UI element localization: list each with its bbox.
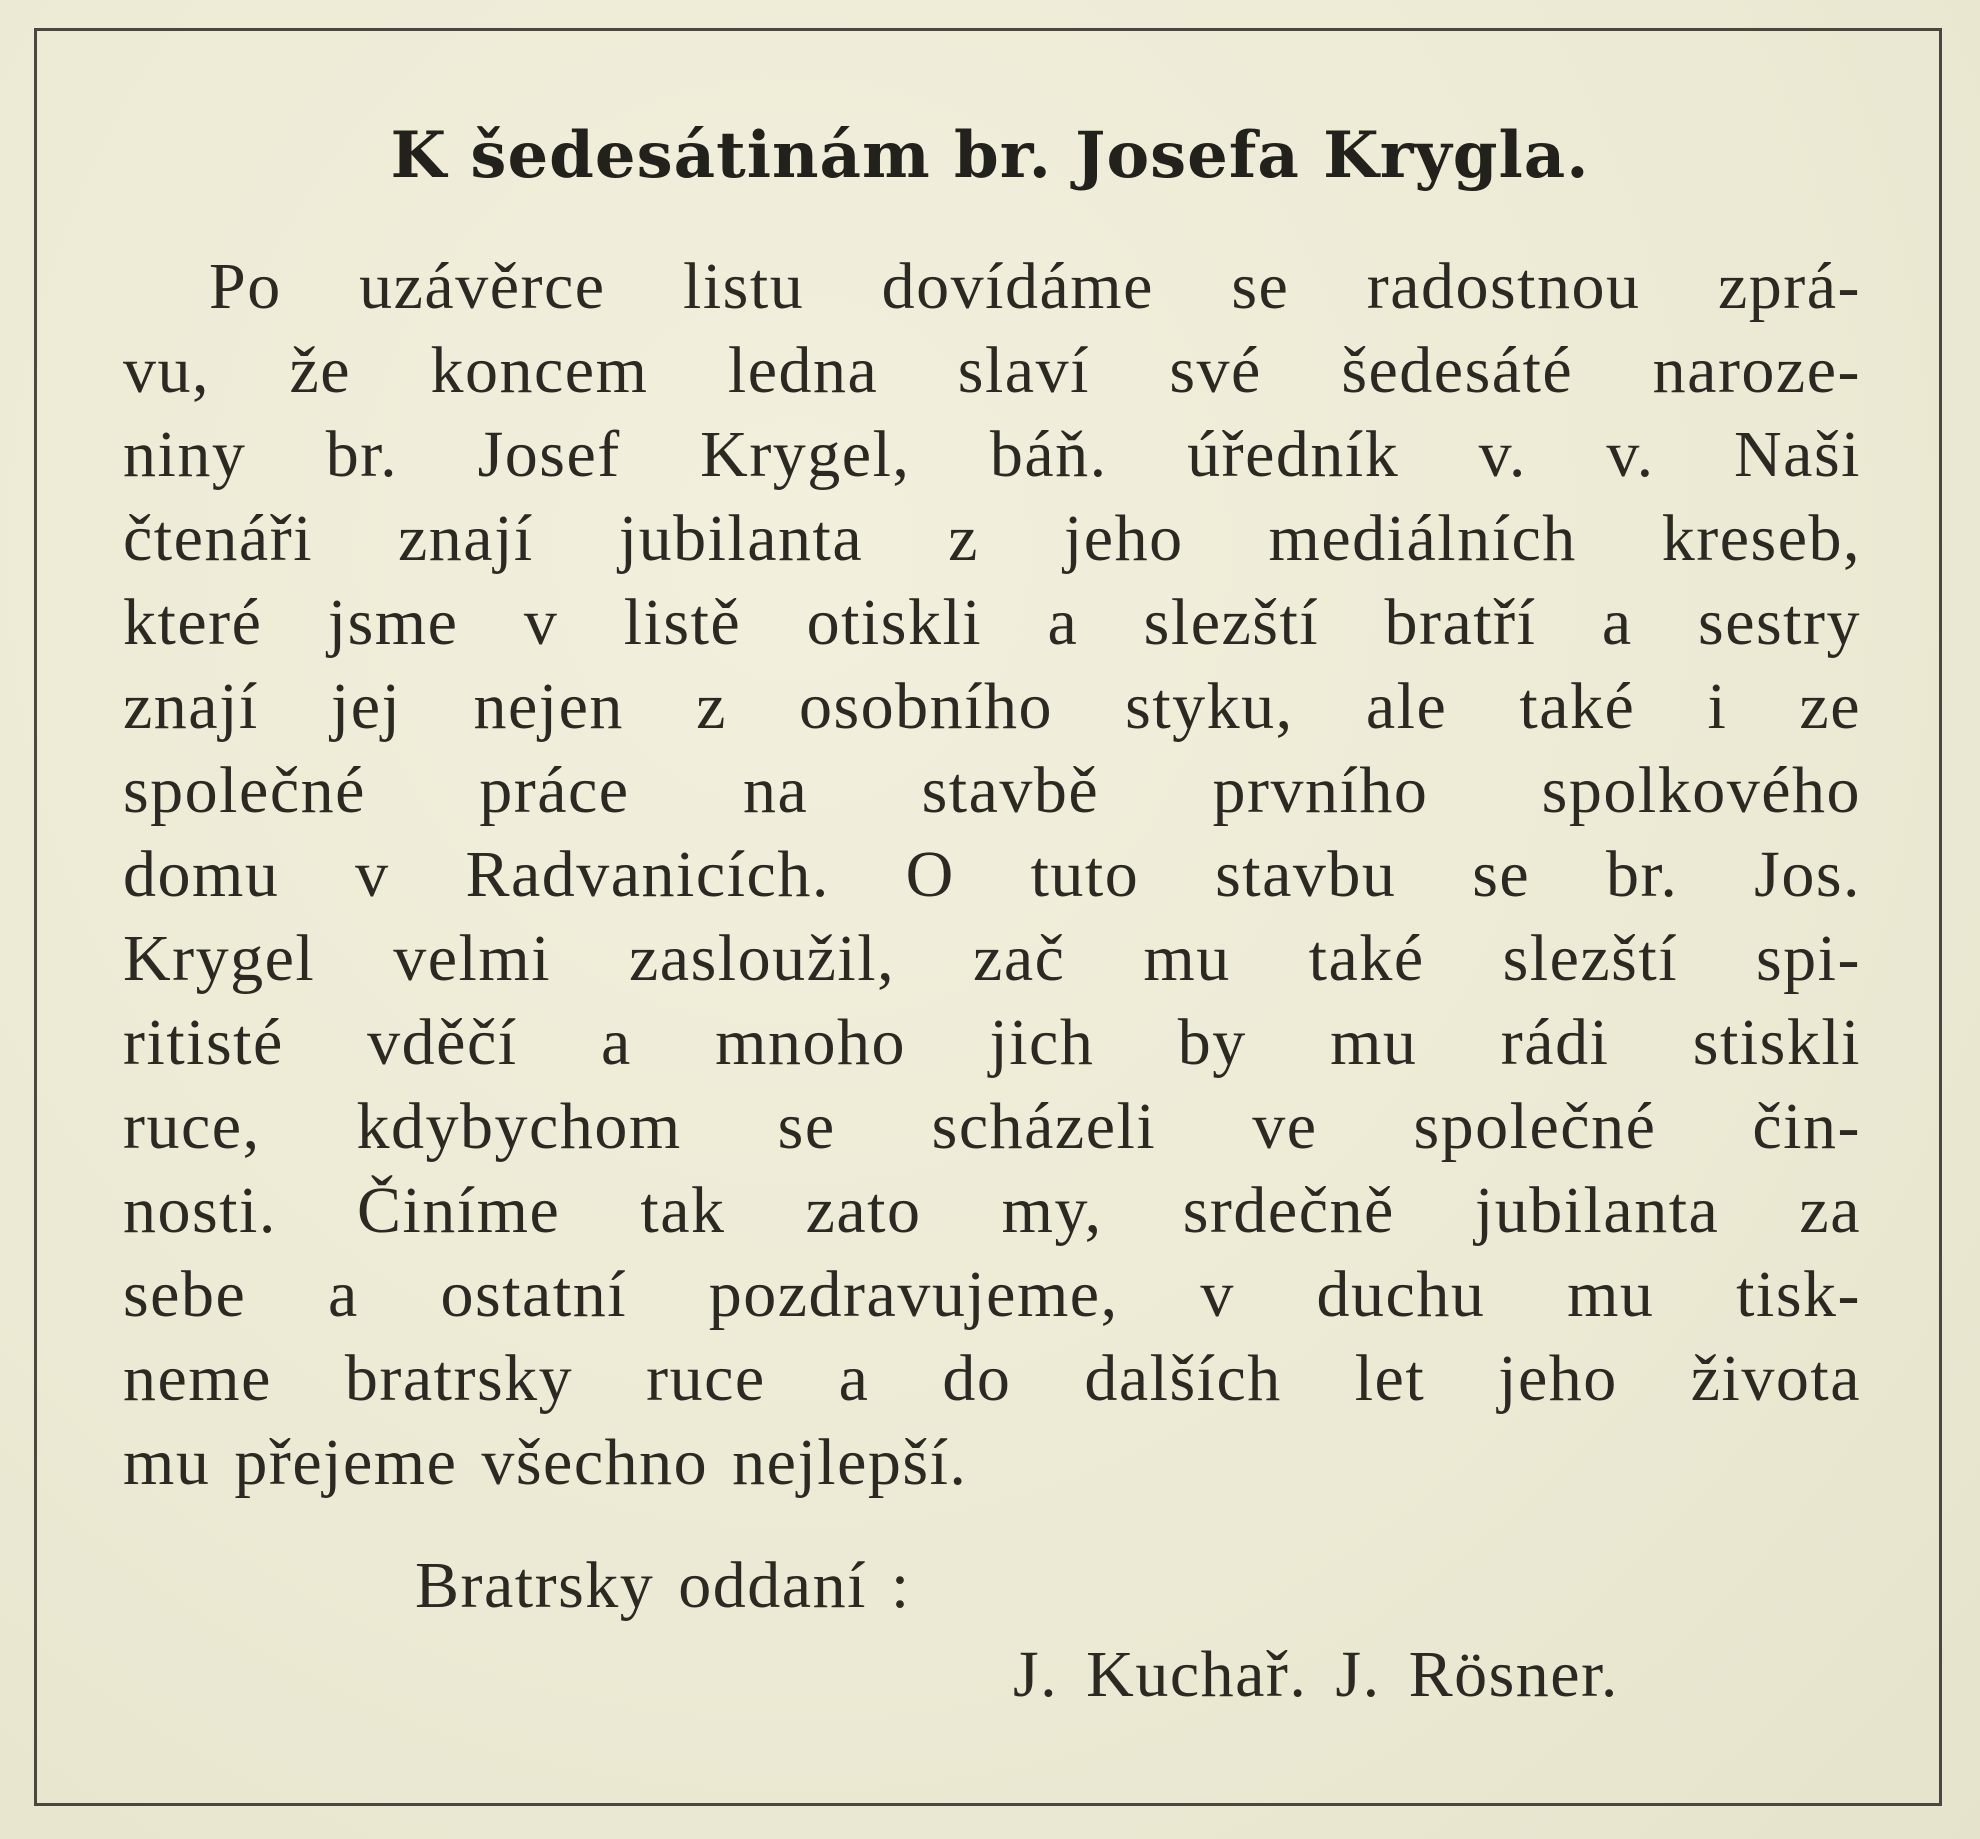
paragraph-line: znají jej nejen z osobního styku, ale také i ze xyxy=(123,670,1861,743)
paragraph-line: Krygel velmi zasloužil, zač mu také slezští spi- xyxy=(123,922,1861,995)
closing-salutation: Bratrsky oddaní : xyxy=(415,1549,911,1622)
paragraph-line: sebe a ostatní pozdravujeme, v duchu mu tisk- xyxy=(123,1258,1861,1331)
paragraph-line: vu, že koncem ledna slaví své šedesáté naroze- xyxy=(123,334,1861,407)
article-title: K šedesátinám br. Josefa Krygla. xyxy=(390,118,1590,193)
paragraph-line: čtenáři znají jubilanta z jeho mediálních kreseb, xyxy=(123,502,1861,575)
article-body xyxy=(123,245,1861,1505)
paragraph-line: společné práce na stavbě prvního spolkového xyxy=(123,754,1861,827)
paragraph-line: nosti. Činíme tak zato my, srdečně jubilanta za xyxy=(123,1174,1861,1247)
paragraph-line: niny br. Josef Krygel, báň. úředník v. v. Naši xyxy=(123,418,1861,491)
paragraph-line: ruce, kdybychom se scházeli ve společné čin- xyxy=(123,1090,1861,1163)
paragraph-line: domu v Radvanicích. O tuto stavbu se br. Jos. xyxy=(123,838,1861,911)
paragraph-line: které jsme v listě otiskli a slezští bratří a sestry xyxy=(123,586,1861,659)
paragraph-line: neme bratrsky ruce a do dalších let jeho života xyxy=(123,1342,1861,1415)
paragraph-line: mu přejeme všechno nejlepší. xyxy=(123,1426,968,1499)
paragraph-line: ritisté vděčí a mnoho jich by mu rádi stiskli xyxy=(123,1006,1861,1079)
paragraph-line: Po uzávěrce listu dovídáme se radostnou zprá- xyxy=(209,250,1861,323)
signatures: J. Kuchař. J. Rösner. xyxy=(1013,1638,1619,1711)
